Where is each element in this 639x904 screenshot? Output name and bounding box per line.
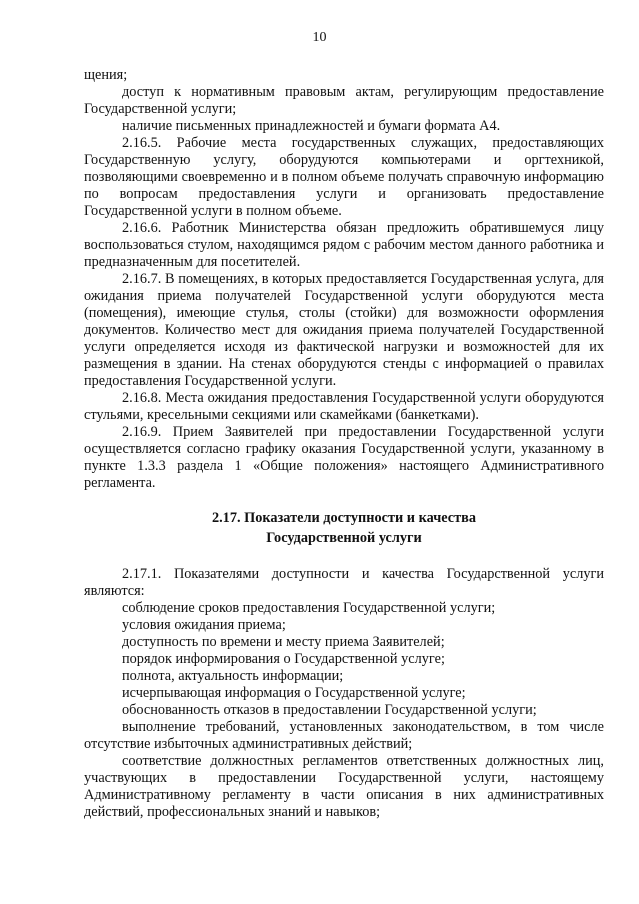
paragraph: доступ к нормативным правовым актам, регулирующим предоставление Государственной услуги; xyxy=(84,84,604,117)
paragraph: 2.16.6. Работник Министерства обязан предложить обратившемуся лицу воспользоваться стулом, находящимся рядом с рабочим местом данного работника и предназначенным для посетителей. xyxy=(84,220,604,270)
paragraph: полнота, актуальность информации; xyxy=(122,668,344,684)
paragraph: 2.16.8. Места ожидания предоставления Государственной услуги оборудуются стульями, кресельными секциями или скамейками (банкетками). xyxy=(84,390,604,423)
paragraph: наличие письменных принадлежностей и бумаги формата А4. xyxy=(122,118,501,134)
document-body xyxy=(84,67,604,821)
paragraph: 2.17.1. Показателями доступности и качества Государственной услуги являются: xyxy=(84,566,604,599)
paragraph: соблюдение сроков предоставления Государственной услуги; xyxy=(122,600,496,616)
section-2-16-text xyxy=(84,67,604,492)
section-2-17-text xyxy=(84,566,604,821)
paragraph: 2.16.5. Рабочие места государственных служащих, предоставляющих Государственную услугу, оборудуются компьютерами и оргтехникой, позволяющими своевременно и в полном объеме получать справочную информацию по вопросам предоставления услуги и организовать предоставление Государственной услуги в полном объеме. xyxy=(84,135,604,219)
section-heading-line-1: 2.17. Показатели доступности и качества xyxy=(211,510,477,526)
paragraph: щения; xyxy=(84,67,128,83)
paragraph: доступность по времени и месту приема Заявителей; xyxy=(122,634,445,650)
paragraph: выполнение требований, установленных законодательством, в том числе отсутствие избыточных административных действий; xyxy=(84,719,604,752)
paragraph: 2.16.9. Прием Заявителей при предоставлении Государственной услуги осуществляется согласно графику оказания Государственной услуги, указанному в пункте 1.3.3 раздела 1 «Общие положения» настоящего Административного регламента. xyxy=(84,424,604,491)
section-heading-line-2: Государственной услуги xyxy=(266,530,422,546)
paragraph: порядок информирования о Государственной услуге; xyxy=(122,651,445,667)
paragraph: исчерпывающая информация о Государственной услуге; xyxy=(122,685,466,701)
paragraph: 2.16.7. В помещениях, в которых предоставляется Государственная услуга, для ожидания приема получателей Государственной услуги оборудуются места (помещения), имеющие стулья, столы (стойки) для возможности оформления документов. Количество мест для ожидания приема получателей Государственной услуги определяется исходя из фактической нагрузки и возможностей для их размещения в здании. На стенах оборудуются стенды с информацией о правилах предоставления Государственной услуги. xyxy=(84,271,604,389)
paragraph: условия ожидания приема; xyxy=(122,617,286,633)
paragraph: обоснованность отказов в предоставлении Государственной услуги; xyxy=(122,702,537,718)
paragraph: соответствие должностных регламентов ответственных должностных лиц, участвующих в предоставлении Государственной услуги, настоящему Административному регламенту в части описания в них административных действий, профессиональных знаний и навыков; xyxy=(84,753,604,820)
page-number: 10 xyxy=(312,30,327,45)
